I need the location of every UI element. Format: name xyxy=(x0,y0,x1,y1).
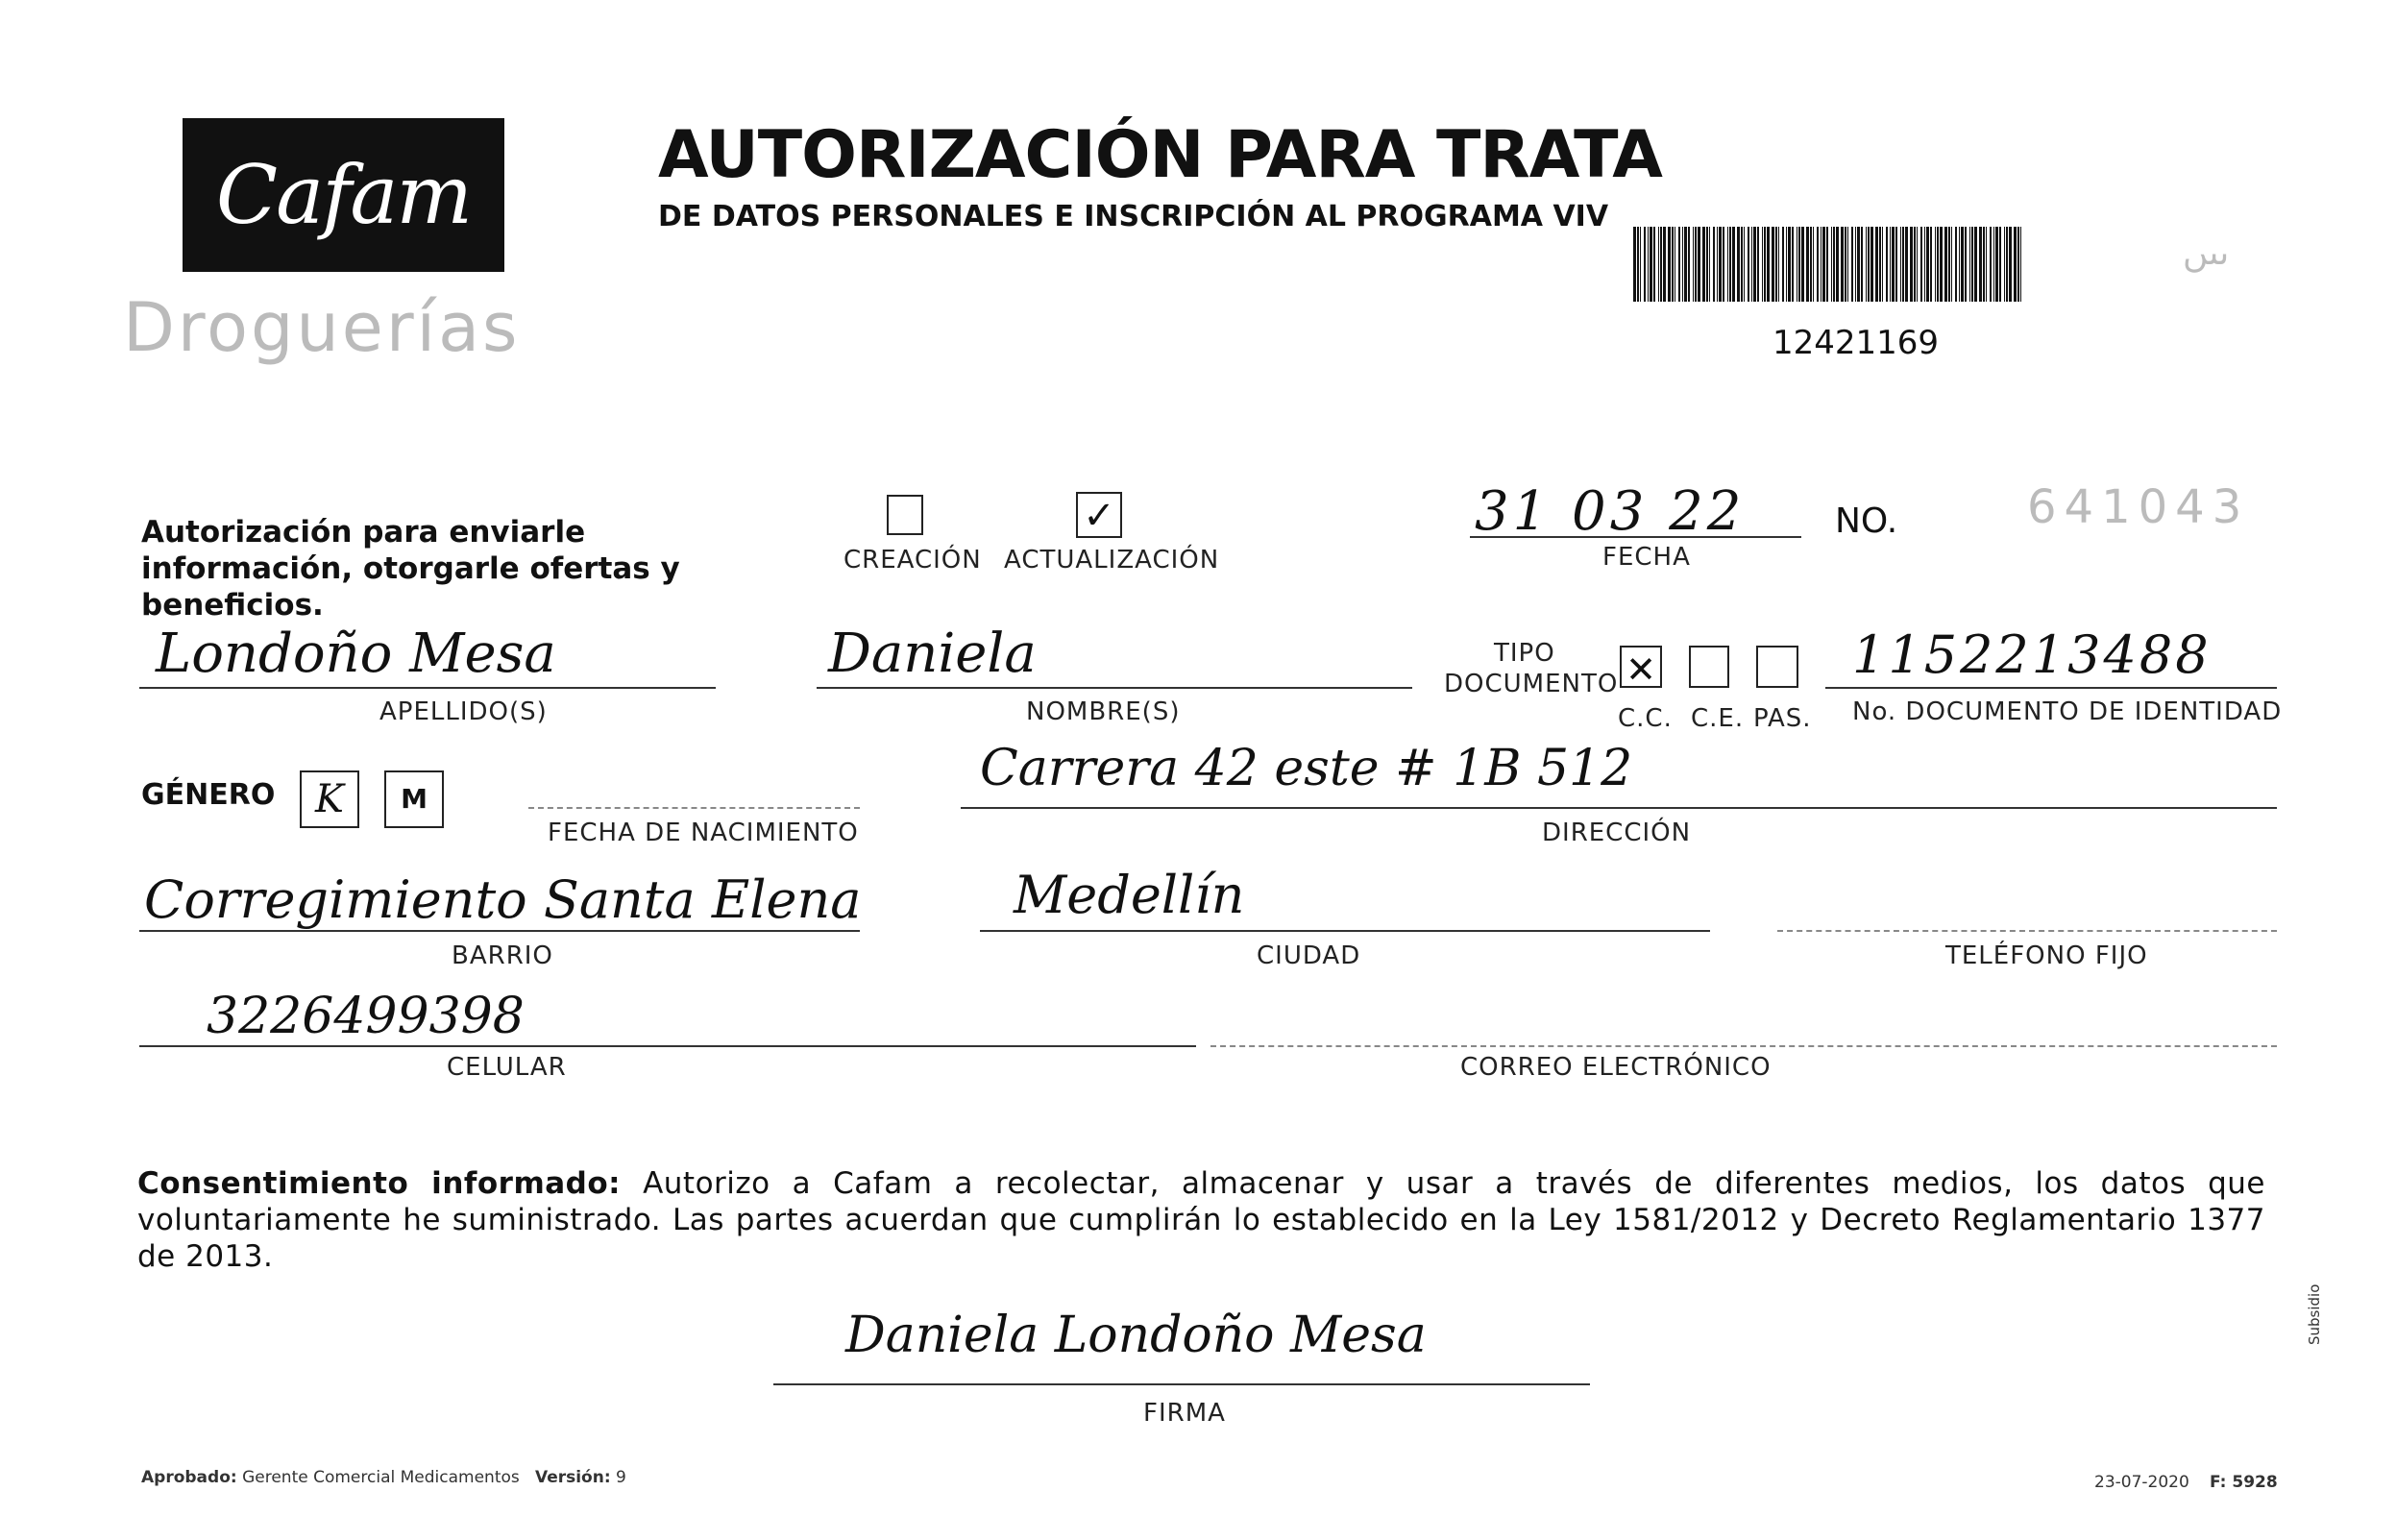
barcode-bar xyxy=(1723,227,1724,302)
barcode-bar xyxy=(2020,227,2021,302)
ce-checkbox[interactable] xyxy=(1689,646,1729,688)
nombres-value[interactable]: Daniela xyxy=(828,623,1037,685)
version-label: Versión: xyxy=(534,1468,611,1487)
barcode-bar xyxy=(1706,227,1708,302)
ciudad-label: CIUDAD xyxy=(1257,941,1361,970)
pas-label: PAS. xyxy=(1753,704,1812,733)
barcode-bar xyxy=(1905,227,1908,302)
barcode-bar xyxy=(1717,227,1718,302)
barcode-bar xyxy=(1917,227,1918,302)
barcode-bar xyxy=(1640,227,1641,302)
cc-label: C.C. xyxy=(1618,704,1673,733)
barcode-bar xyxy=(1969,227,1970,302)
barcode-bar xyxy=(1971,227,1973,302)
barcode-bar xyxy=(1914,227,1916,302)
barcode-bar xyxy=(1940,227,1943,302)
barcode-bar xyxy=(1702,227,1705,302)
barcode-bar xyxy=(1753,227,1756,302)
barcode-bar xyxy=(1974,227,1977,302)
barcode-bar xyxy=(1948,227,1950,302)
signature-label: FIRMA xyxy=(1143,1399,1226,1428)
aprobado-value: Gerente Comercial Medicamentos xyxy=(242,1468,520,1487)
cc-check-mark: ✕ xyxy=(1626,648,1656,691)
barcode-bar xyxy=(1986,227,1987,302)
barcode-bar xyxy=(1764,227,1766,302)
actualizacion-checkbox[interactable] xyxy=(1076,492,1122,538)
genero-label: GÉNERO xyxy=(141,778,276,812)
barcode-bar xyxy=(1732,227,1735,302)
barcode-bar xyxy=(1688,227,1690,302)
tipo-label: TIPO xyxy=(1494,639,1555,668)
barcode-bar xyxy=(1993,227,1994,302)
consent-paragraph xyxy=(137,1165,2265,1275)
barcode-bar xyxy=(1744,227,1745,302)
barcode-bar xyxy=(1868,227,1870,302)
barcode-bar xyxy=(1813,227,1814,302)
barcode-bar xyxy=(1695,227,1697,302)
apellidos-label: APELLIDO(S) xyxy=(379,697,548,726)
barcode-bar xyxy=(1668,227,1671,302)
version-value: 9 xyxy=(616,1468,626,1487)
barcode-bar xyxy=(1965,227,1967,302)
barcode-bar xyxy=(1910,227,1913,302)
barcode-bar xyxy=(1748,227,1749,302)
barcode-bar xyxy=(1926,227,1929,302)
barcode-bar xyxy=(1633,227,1636,302)
barcode-bar xyxy=(1798,227,1800,302)
barcode-bar xyxy=(1855,227,1856,302)
barcode-bar xyxy=(1678,227,1680,302)
fecha-label: FECHA xyxy=(1602,543,1691,572)
barcode-bar xyxy=(1961,227,1964,302)
creacion-checkbox[interactable] xyxy=(887,495,923,535)
barcode-bar xyxy=(1810,227,1812,302)
side-text: Subsidio xyxy=(2306,1283,2323,1345)
barcode-bar xyxy=(1684,227,1687,302)
barcode-bar xyxy=(1786,227,1787,302)
barcode-bar xyxy=(1924,227,1925,302)
genero-m-checkbox[interactable] xyxy=(384,770,444,828)
barcode-bar xyxy=(1890,227,1891,302)
logo-text: Cafam xyxy=(215,148,472,242)
barcode-bar xyxy=(1792,227,1794,302)
barcode-bar xyxy=(1847,227,1848,302)
fecha-nacimiento-label: FECHA DE NACIMIENTO xyxy=(548,819,859,847)
authorization-intro: Autorización para enviarle información, otorgarle ofertas y beneficios. xyxy=(141,515,680,623)
barcode-bar xyxy=(1713,227,1715,302)
barrio-label: BARRIO xyxy=(452,941,553,970)
barcode-bar xyxy=(1653,227,1655,302)
tipo-documento-label: DOCUMENTO xyxy=(1444,670,1619,698)
barcode-bar xyxy=(1955,227,1957,302)
ciudad-value[interactable]: Medellín xyxy=(1014,865,1245,925)
document-subtitle: DE DATOS PERSONALES E INSCRIPCIÓN AL PROGRAMA VIV xyxy=(658,200,1609,233)
barcode-bar xyxy=(1762,227,1763,302)
cc-checkbox[interactable] xyxy=(1620,646,1662,691)
document-title: AUTORIZACIÓN PARA TRATA xyxy=(658,117,1662,193)
nombres-label: NOMBRE(S) xyxy=(1026,697,1181,726)
barcode-bar xyxy=(1801,227,1804,302)
barcode-bar xyxy=(1900,227,1901,302)
barcode-bar xyxy=(2017,227,2019,302)
barcode-bar xyxy=(1767,227,1770,302)
barcode-bar xyxy=(1822,227,1825,302)
actualizacion-label: ACTUALIZACIÓN xyxy=(1004,546,1220,574)
barcode-bar xyxy=(1831,227,1832,302)
creacion-label: CREACIÓN xyxy=(843,546,982,574)
cafam-logo xyxy=(183,118,504,272)
telefono-label: TELÉFONO FIJO xyxy=(1945,941,2148,970)
actualizacion-check-mark: ✓ xyxy=(1083,494,1115,538)
barcode-bar xyxy=(1937,227,1939,302)
signature-value[interactable]: Daniela Londoño Mesa xyxy=(845,1307,1427,1364)
barcode-bar xyxy=(1672,227,1674,302)
barcode-bar xyxy=(1845,227,1846,302)
barcode-bar xyxy=(1644,227,1646,302)
barcode-bar xyxy=(1709,227,1710,302)
barcode-bar xyxy=(1979,227,1982,302)
direccion-value[interactable]: Carrera 42 este # 1B 512 xyxy=(980,740,1633,797)
barcode-bar xyxy=(1857,227,1860,302)
celular-value[interactable]: 3226499398 xyxy=(207,988,525,1045)
barcode-bar xyxy=(1637,227,1639,302)
barcode-bar xyxy=(1870,227,1873,302)
barcode-bar xyxy=(1999,227,2001,302)
barcode-bar xyxy=(1719,227,1722,302)
barcode-bar xyxy=(1866,227,1867,302)
barcode-bar xyxy=(1935,227,1936,302)
barcode-bar xyxy=(1772,227,1774,302)
barcode-bar xyxy=(1698,227,1700,302)
genero-f-mark: K xyxy=(315,777,344,821)
footer-date: 23-07-2020 xyxy=(2094,1473,2189,1492)
ce-label: C.E. xyxy=(1691,704,1745,733)
barcode-bar xyxy=(1841,227,1844,302)
barcode-bar xyxy=(1959,227,1960,302)
barcode-bar xyxy=(1902,227,1904,302)
barcode-bar xyxy=(1944,227,1947,302)
barcode-bar xyxy=(1886,227,1888,302)
faint-corner-mark: ںىں xyxy=(2183,233,2230,273)
barcode-bar xyxy=(1861,227,1863,302)
correo-label: CORREO ELECTRÓNICO xyxy=(1460,1053,1772,1082)
genero-m-label: M xyxy=(401,783,428,815)
documento-value[interactable]: 1152213488 xyxy=(1852,624,2212,685)
barcode-bar xyxy=(1836,227,1839,302)
barcode-bar xyxy=(1882,227,1883,302)
barcode-bar xyxy=(1788,227,1791,302)
barcode-bar xyxy=(1778,227,1779,302)
pas-checkbox[interactable] xyxy=(1756,646,1798,688)
barcode-bar xyxy=(2006,227,2008,302)
documento-label: No. DOCUMENTO DE IDENTIDAD xyxy=(1852,697,2283,726)
barcode-bar xyxy=(1920,227,1922,302)
barcode-bar xyxy=(1892,227,1895,302)
barcode-bar xyxy=(1660,227,1662,302)
apellidos-value[interactable]: Londoño Mesa xyxy=(156,623,556,685)
aprobado-label: Aprobado: xyxy=(141,1468,237,1487)
barcode-bar xyxy=(1851,227,1853,302)
barcode-bar xyxy=(2004,227,2005,302)
barcode-bar xyxy=(1693,227,1694,302)
consent-text: Autorizo a Cafam a recolectar, almacenar y usar a través de diferentes medios, los datos que voluntariamente he suministrado. Las partes acuerdan que cumplirán lo establecido en la Ley 1581/2012 y Decreto Reglamentario 1377 de 2013. xyxy=(137,1166,2265,1274)
barcode-bar xyxy=(1729,227,1731,302)
fecha-value[interactable]: 31 03 22 xyxy=(1475,480,1746,543)
no-value: 641043 xyxy=(2027,480,2250,534)
consent-heading: Consentimiento informado: xyxy=(137,1166,622,1201)
barcode-bar xyxy=(1658,227,1659,302)
barcode-number: 12421169 xyxy=(1773,324,1940,362)
footer-code: F: 5928 xyxy=(2210,1473,2278,1492)
barcode-bar xyxy=(1751,227,1752,302)
barcode-bar xyxy=(1895,227,1897,302)
brand-subtitle: Droguerías xyxy=(123,288,521,367)
barcode-bar xyxy=(1650,227,1652,302)
barcode-bar xyxy=(2009,227,2012,302)
barcode-bar xyxy=(1833,227,1835,302)
barcode-image xyxy=(1633,227,2022,302)
direccion-label: DIRECCIÓN xyxy=(1542,819,1692,847)
footer-approval xyxy=(141,1468,626,1487)
barcode-bar xyxy=(1995,227,1998,302)
barcode-bar xyxy=(1806,227,1809,302)
no-label: NO. xyxy=(1835,501,1898,541)
barcode-bar xyxy=(1875,227,1878,302)
barcode-bar xyxy=(2014,227,2017,302)
barcode-bar xyxy=(1648,227,1649,302)
barcode-bar xyxy=(1727,227,1728,302)
barcode-bar xyxy=(1775,227,1777,302)
celular-label: CELULAR xyxy=(447,1053,567,1082)
barcode-bar xyxy=(1782,227,1784,302)
barcode-bar xyxy=(1741,227,1743,302)
barcode-bar xyxy=(1817,227,1819,302)
genero-f-checkbox[interactable] xyxy=(300,770,359,828)
barcode-bar xyxy=(1983,227,1985,302)
barcode-bar xyxy=(1930,227,1932,302)
barcode-bar xyxy=(1757,227,1759,302)
barcode-bar xyxy=(1663,227,1666,302)
barcode-bar xyxy=(1879,227,1881,302)
barcode-bar xyxy=(1990,227,1992,302)
barcode-bar xyxy=(1682,227,1683,302)
barrio-value[interactable]: Corregimiento Santa Elena xyxy=(144,869,862,930)
barcode-bar xyxy=(1951,227,1952,302)
barcode-bar xyxy=(1826,227,1828,302)
barcode-bar xyxy=(1737,227,1740,302)
